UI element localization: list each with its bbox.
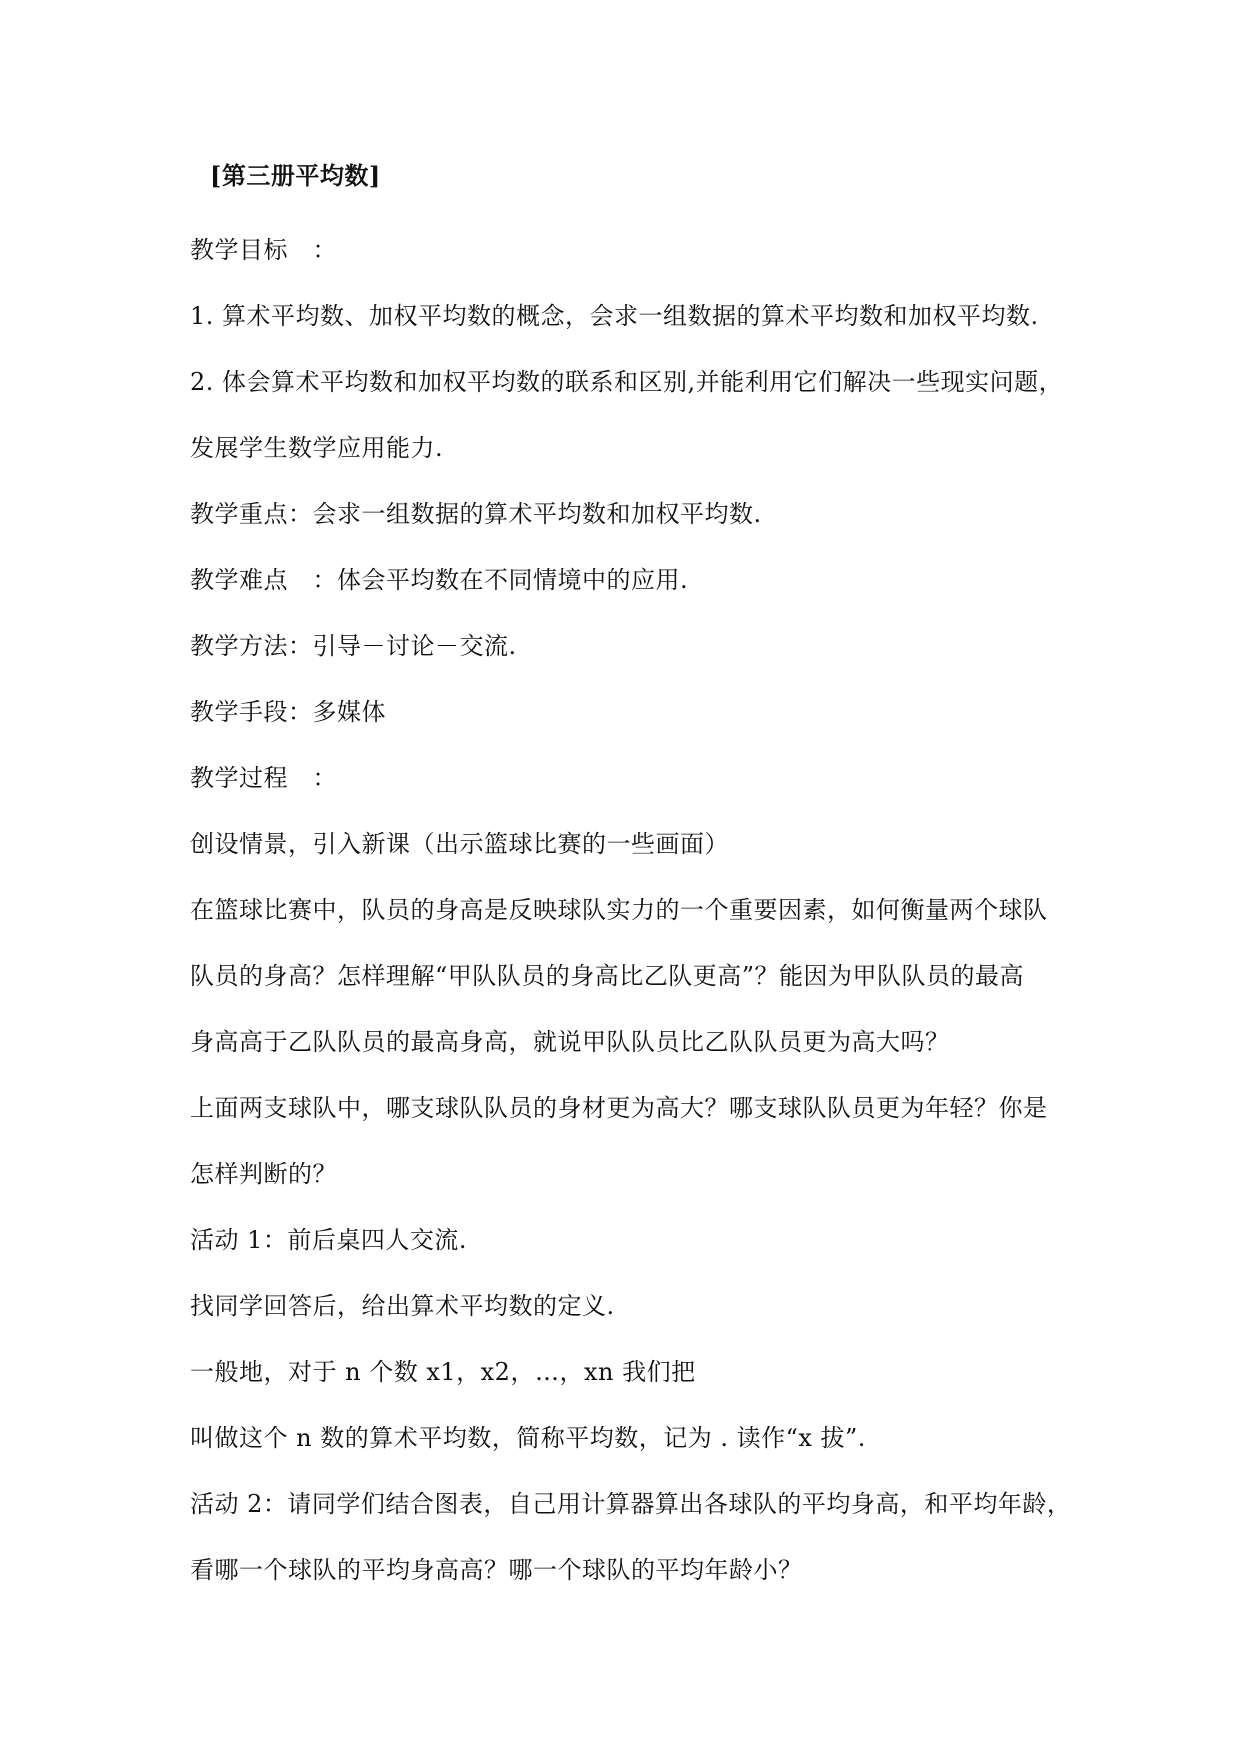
paragraph-line: 活动 1：前后桌四人交流.	[190, 1226, 468, 1254]
paragraph-line: 在篮球比赛中，队员的身高是反映球队实力的一个重要因素，如何衡量两个球队	[190, 896, 1048, 924]
paragraph-line: 一般地，对于 n 个数 x1，x2，…，xn 我们把	[190, 1358, 696, 1386]
paragraph-line: 1. 算术平均数、加权平均数的概念，会求一组数据的算术平均数和加权平均数.	[190, 302, 1039, 330]
paragraph-line: 2. 体会算术平均数和加权平均数的联系和区别,并能利用它们解决一些现实问题，	[190, 368, 1064, 396]
paragraph-line: 教学难点 ：体会平均数在不同情境中的应用.	[190, 566, 689, 594]
document-body	[190, 162, 1070, 1622]
paragraph-line: 创设情景，引入新课（出示篮球比赛的一些画面）	[190, 830, 729, 858]
paragraph-line: 找同学回答后，给出算术平均数的定义.	[190, 1292, 615, 1320]
paragraph-line: 教学目标 ：	[190, 236, 337, 264]
paragraph-line: 发展学生数学应用能力.	[190, 434, 444, 462]
paragraph-line: 上面两支球队中，哪支球队队员的身材更为高大？哪支球队队员更为年轻？你是	[190, 1094, 1048, 1122]
paragraph-line: 身高高于乙队队员的最高身高，就说甲队队员比乙队队员更为高大吗？	[190, 1028, 950, 1056]
paragraph-line: 看哪一个球队的平均身高高？哪一个球队的平均年龄小？	[190, 1556, 803, 1584]
paragraph-line: 教学手段：多媒体	[190, 698, 386, 726]
paragraph-line: 叫做这个 n 数的算术平均数，简称平均数，记为 . 读作“x 拔”.	[190, 1424, 866, 1452]
paragraph-line: 怎样判断的？	[190, 1160, 337, 1188]
paragraph-line: 活动 2：请同学们结合图表，自己用计算器算出各球队的平均身高，和平均年龄，	[190, 1490, 1072, 1518]
paragraph-line: 队员的身高？怎样理解“甲队队员的身高比乙队更高”？能因为甲队队员的最高	[190, 962, 1025, 990]
paragraph-line: 教学过程 ：	[190, 764, 337, 792]
document-title: [第三册平均数]	[210, 161, 381, 190]
paragraph-line: 教学重点：会求一组数据的算术平均数和加权平均数.	[190, 500, 762, 528]
paragraph-line: 教学方法：引导－讨论－交流.	[190, 632, 517, 660]
